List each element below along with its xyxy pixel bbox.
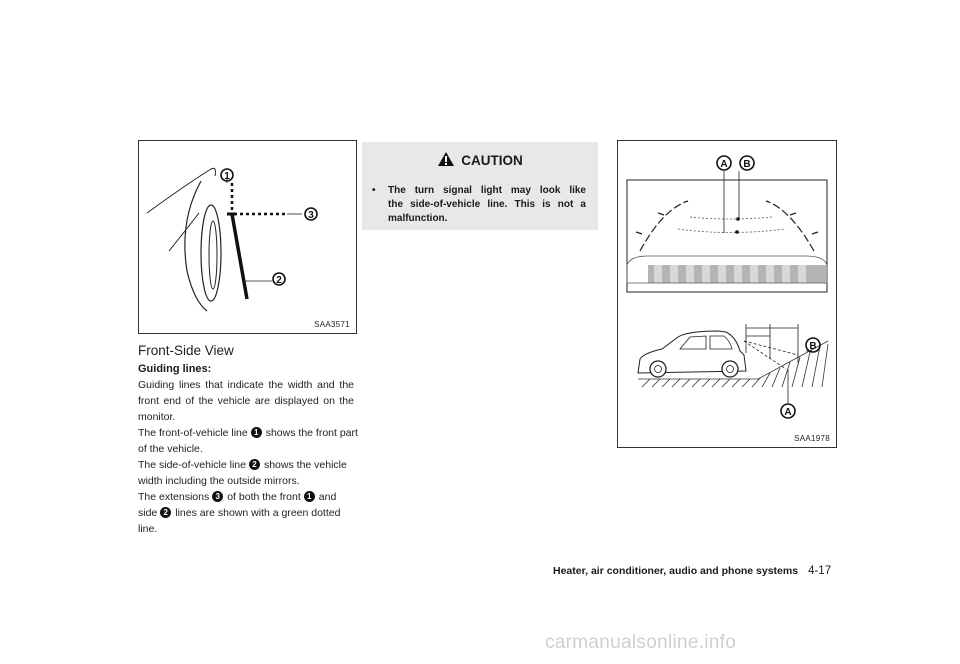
section-title: Front-Side View bbox=[138, 343, 234, 358]
para4-mid: of both the front bbox=[227, 491, 301, 503]
svg-text:B: B bbox=[809, 341, 817, 352]
figure-code-left: SAA3571 bbox=[314, 320, 350, 329]
paragraph-guiding-lines bbox=[138, 377, 354, 425]
svg-text:A: A bbox=[720, 159, 728, 170]
svg-text:B: B bbox=[743, 159, 751, 170]
caution-lines bbox=[388, 184, 586, 226]
point-b bbox=[736, 217, 740, 221]
para3-pre: The side-of-vehicle line bbox=[138, 459, 246, 471]
para4-line2 bbox=[138, 505, 354, 521]
chapter-title: Heater, air conditioner, audio and phone systems bbox=[553, 565, 799, 577]
caution-title: CAUTION bbox=[461, 153, 523, 168]
figure-front-side-view bbox=[138, 140, 357, 334]
para3-line1 bbox=[138, 457, 354, 473]
wheel-arch bbox=[185, 181, 207, 311]
bumper-line bbox=[169, 213, 199, 251]
page-footer bbox=[553, 565, 831, 577]
figure-code-right: SAA1978 bbox=[794, 434, 830, 443]
para4-l2-post: lines are shown with a green dotted bbox=[175, 507, 341, 519]
rear-view-illustration bbox=[618, 141, 836, 447]
para4-post: and bbox=[318, 491, 337, 503]
tire-outer bbox=[201, 205, 221, 301]
marker-2: 2 bbox=[249, 459, 260, 470]
callout-a-bottom bbox=[781, 404, 795, 418]
svg-text:2: 2 bbox=[276, 275, 282, 286]
watermark: carmanualsonline.info bbox=[545, 632, 737, 653]
paragraph-extensions bbox=[138, 489, 354, 537]
para3-post: shows the vehicle bbox=[263, 459, 347, 471]
paragraph-side-line bbox=[138, 457, 354, 489]
para4-line3: line. bbox=[138, 523, 158, 535]
callout-a-top bbox=[717, 156, 731, 170]
subhead-guiding-lines: Guiding lines: bbox=[138, 363, 212, 375]
para2-line1 bbox=[138, 425, 358, 441]
para3-line2: width including the outside mirrors. bbox=[138, 475, 300, 487]
para1-line3: monitor. bbox=[138, 411, 176, 423]
warning-triangle-icon bbox=[437, 151, 455, 167]
svg-text:1: 1 bbox=[224, 171, 230, 182]
para2-pre: The front-of-vehicle line bbox=[138, 427, 248, 439]
para1-line1: Guiding lines that indicate the width and the bbox=[138, 379, 354, 391]
page-number: 4-17 bbox=[808, 565, 832, 577]
svg-text:A: A bbox=[784, 407, 792, 418]
caution-line3: malfunction. bbox=[388, 213, 448, 224]
caution-heading bbox=[362, 151, 598, 168]
marker-1: 1 bbox=[251, 427, 262, 438]
para4-l2-pre: side bbox=[138, 507, 158, 519]
caution-body bbox=[372, 184, 586, 226]
para4-pre: The extensions bbox=[138, 491, 210, 503]
measurement-lines bbox=[744, 324, 812, 403]
caution-box bbox=[362, 142, 598, 230]
callout-2 bbox=[273, 273, 285, 286]
marker-1b: 1 bbox=[304, 491, 315, 502]
side-line-solid bbox=[232, 214, 247, 299]
front-side-view-illustration bbox=[139, 141, 356, 333]
svg-text:3: 3 bbox=[308, 210, 314, 221]
caution-line1: The turn signal light may look like bbox=[388, 185, 586, 196]
para1-line2: front end of the vehicle are displayed on the bbox=[138, 395, 354, 407]
callout-b-top bbox=[740, 156, 754, 170]
caution-bullet: • bbox=[372, 185, 376, 196]
car-side-view bbox=[638, 331, 746, 377]
point-a bbox=[735, 230, 739, 234]
para2-line2: of the vehicle. bbox=[138, 443, 203, 455]
marker-2b: 2 bbox=[160, 507, 171, 518]
figure-rear-view-guides bbox=[617, 140, 837, 448]
para4-line1 bbox=[138, 489, 354, 505]
callout-3 bbox=[305, 208, 317, 221]
caution-line2: the side-of-vehicle line. This is not a bbox=[388, 199, 586, 210]
callout-b-bottom bbox=[806, 338, 820, 352]
marker-3: 3 bbox=[212, 491, 223, 502]
fender-line bbox=[147, 168, 216, 213]
tire-inner bbox=[209, 221, 217, 289]
callout-1 bbox=[221, 169, 233, 182]
paragraph-front-line bbox=[138, 425, 358, 457]
para2-post: shows the front part bbox=[265, 427, 358, 439]
